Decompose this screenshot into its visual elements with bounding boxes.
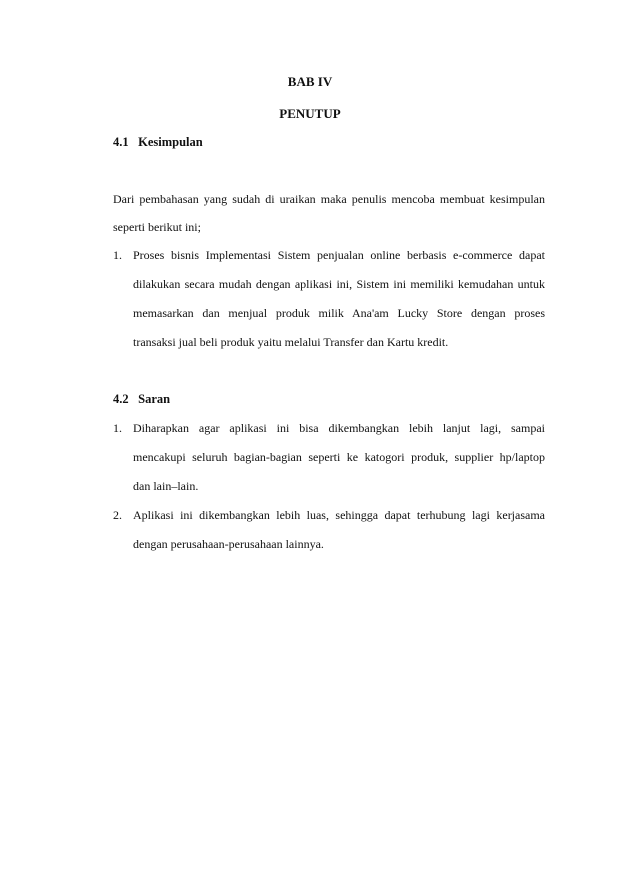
list-item-line: Diharapkan agar aplikasi ini bisa dikembangkan lebih lanjut lagi, sampai [133, 421, 545, 435]
list-item-number: 1. [113, 248, 122, 262]
list-item-line: memasarkan dan menjual produk milik Ana'am Lucky Store dengan proses [133, 306, 545, 320]
section-number: 4.1 [113, 135, 129, 149]
list-item-line: dengan perusahaan-perusahaan lainnya. [133, 537, 324, 551]
section-title: Saran [138, 392, 171, 406]
list-item-line: transaksi jual beli produk yaitu melalui Transfer dan Kartu kredit. [133, 335, 449, 349]
intro-line-1: Dari pembahasan yang sudah di uraikan maka penulis mencoba membuat kesimpulan [113, 192, 545, 206]
intro-line-2: seperti berikut ini; [113, 220, 201, 234]
list-item-line: dilakukan secara mudah dengan aplikasi ini, Sistem ini memiliki kemudahan untuk [133, 277, 545, 291]
section-number: 4.2 [113, 392, 129, 406]
section-heading-saran [113, 392, 170, 407]
chapter-title: PENUTUP [279, 106, 341, 121]
section-title: Kesimpulan [138, 135, 203, 149]
chapter-number: BAB IV [287, 74, 333, 89]
list-item-number: 2. [113, 508, 122, 522]
list-item-line: Aplikasi ini dikembangkan lebih luas, sehingga dapat terhubung lagi kerjasama [133, 508, 545, 522]
list-item-line: mencakupi seluruh bagian-bagian seperti ke katogori produk, supplier hp/laptop [133, 450, 545, 464]
list-item-line: Proses bisnis Implementasi Sistem penjualan online berbasis e-commerce dapat [133, 248, 545, 262]
list-item-number: 1. [113, 421, 122, 435]
section-heading-kesimpulan [113, 135, 203, 150]
list-item-line: dan lain–lain. [133, 479, 199, 493]
